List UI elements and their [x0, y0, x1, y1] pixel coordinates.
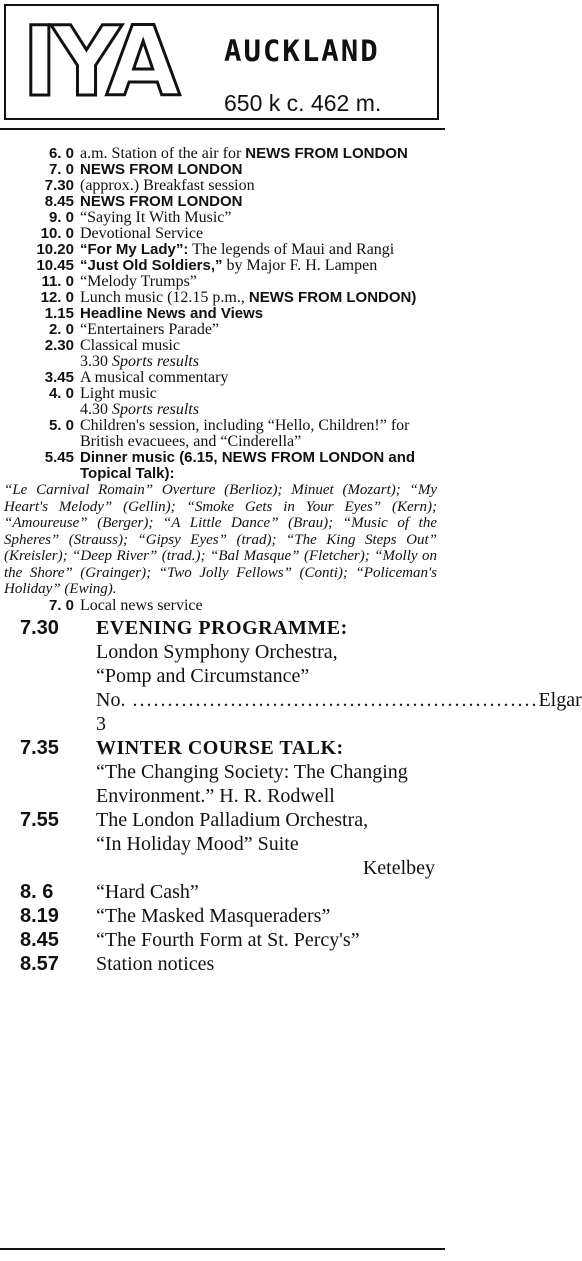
- list-item: 1.15 Headline News and Views: [0, 306, 445, 322]
- entry-time: 8.45: [20, 928, 59, 951]
- programme-list: [0, 145, 582, 976]
- entry-time: 1.15: [44, 305, 74, 322]
- top-divider: [0, 128, 445, 130]
- entry-time: 8.45: [44, 193, 74, 210]
- evening-item: 8.57 Station notices: [20, 952, 215, 975]
- entry-time: 8.19: [20, 904, 59, 927]
- entry-time: 6. 0: [48, 145, 74, 162]
- station-logo: IYA: [22, 6, 175, 118]
- list-item: 5.45 Dinner music (6.15, NEWS FROM LONDON and Topical Talk):: [0, 450, 445, 482]
- entry-time: 8. 6: [20, 880, 54, 903]
- list-item: 9. 0 “Saying It With Music”: [0, 210, 445, 226]
- entry-time: 2.30: [44, 337, 74, 354]
- list-item: 2.30 Classical music 3.30 Sports results: [0, 338, 445, 370]
- list-item: 2. 0 “Entertainers Parade”: [0, 322, 445, 338]
- frequency: 650 k c. 462 m.: [224, 90, 382, 116]
- list-item: 10.20 “For My Lady”: The legends of Maui and Rangi: [0, 242, 445, 258]
- station-header: [4, 4, 439, 120]
- entry-time: 10.45: [36, 257, 74, 274]
- entry-time: 7.55: [20, 808, 59, 831]
- list-item: 7.30 (approx.) Breakfast session: [0, 178, 445, 194]
- list-item: 7. 0 Local news service: [0, 598, 445, 614]
- list-item: 7. 0 NEWS FROM LONDON: [0, 162, 445, 178]
- evening-item: 8.19 “The Masked Masqueraders”: [20, 904, 331, 927]
- entry-time: 7.30: [44, 177, 74, 194]
- evening-item: 8. 6 “Hard Cash”: [20, 880, 199, 903]
- dinner-music-list: “Le Carnival Romain” Overture (Berlioz); Minuet (Mozart); “My Heart's Melody” (Gellin); “Smoke Gets in Your Eyes” (Kern); “Amoureuse” (Berger); “A Little Dance” (Brau); “Music of the Spheres” (Strauss); “Gipsy Eyes” (trad); “The King Steps Out” (Kreisler); “Deep River” (trad.); “Bal Masque” (Fletcher); “Molly on the Shore” (Grainger); “Two Jolly Fellows” (Conti); “Policeman's Holiday” (Ewing).: [4, 482, 437, 597]
- evening-item: 7.30 EVENING PROGRAMME: London Symphony Orchestra, “Pomp and Circumstance” No. 3 .......................................................... Elgar: [20, 616, 582, 735]
- entry-time: 11. 0: [41, 273, 74, 290]
- entry-time: 2. 0: [48, 321, 74, 338]
- entry-time: 9. 0: [48, 209, 74, 226]
- list-item: 4. 0 Light music 4.30 Sports results: [0, 386, 445, 418]
- list-item: 6. 0 a.m. Station of the air for NEWS FROM LONDON: [0, 146, 445, 162]
- evening-item: 7.55 The London Palladium Orchestra, “In Holiday Mood” Suite Ketelbey: [20, 808, 435, 879]
- entry-time: 7. 0: [48, 161, 74, 178]
- bottom-divider: [0, 1248, 445, 1250]
- entry-time: 5.45: [44, 449, 74, 466]
- list-item: 12. 0 Lunch music (12.15 p.m., NEWS FROM LONDON): [0, 290, 445, 306]
- list-item: 11. 0 “Melody Trumps”: [0, 274, 445, 290]
- list-item: 10.45 “Just Old Soldiers,” by Major F. H. Lampen: [0, 258, 445, 274]
- entry-time: 7. 0: [48, 596, 74, 614]
- entry-time: 7.30: [20, 616, 59, 639]
- entry-time: 7.35: [20, 736, 59, 759]
- list-item: 3.45 A musical commentary: [0, 370, 445, 386]
- entry-time: 3.45: [44, 369, 74, 386]
- entry-time: 12. 0: [40, 289, 74, 306]
- entry-time: 10.20: [36, 241, 74, 258]
- list-item: 5. 0 Children's session, including “Hello, Children!” for British evacuees, and “Cinderella”: [0, 418, 445, 450]
- evening-item: 7.35 WINTER COURSE TALK: “The Changing Society: The Changing Environment.” H. R. Rodwell: [20, 736, 408, 807]
- evening-item: 8.45 “The Fourth Form at St. Percy's”: [20, 928, 360, 951]
- entry-time: 10. 0: [40, 225, 74, 242]
- entry-time: 5. 0: [48, 417, 74, 434]
- list-item: 10. 0 Devotional Service: [0, 226, 445, 242]
- list-item: 8.45 NEWS FROM LONDON: [0, 194, 445, 210]
- entry-time: 4. 0: [48, 385, 74, 402]
- city-name: AUCKLAND: [224, 34, 380, 68]
- entry-time: 8.57: [20, 952, 59, 975]
